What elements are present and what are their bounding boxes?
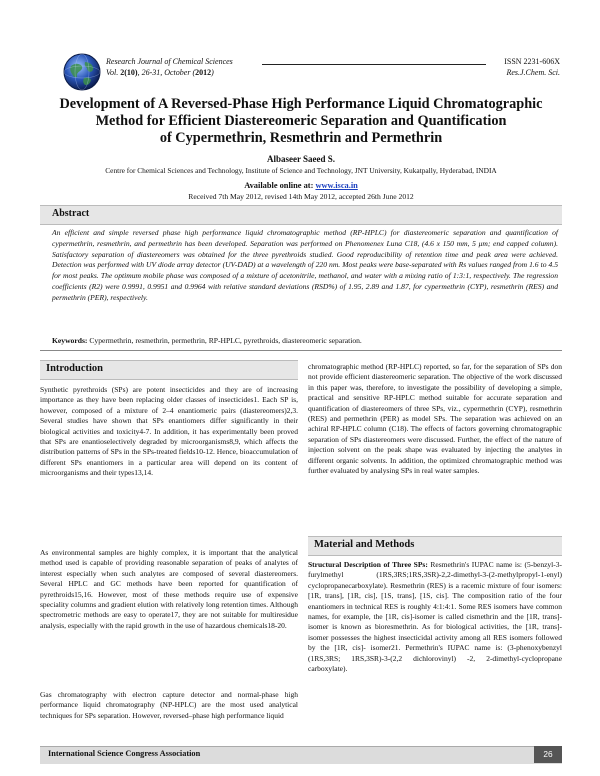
- introduction-heading: Introduction: [46, 363, 103, 374]
- globe-logo-icon: [62, 52, 102, 92]
- issn: ISSN 2231-606X: [504, 57, 560, 66]
- journal-issn-block: [490, 56, 560, 78]
- journal-url-link[interactable]: www.isca.in: [315, 181, 358, 190]
- abstract-heading-bar: [40, 205, 562, 225]
- introduction-paragraph-2: As environmental samples are highly complex, it is important that the analytical method used is capable of providing reasonable separation of peaks of analytes of interest especially when such analytes are composed of several diastereomers. Several HPLC and GC methods have been reported for quantification of pyrethroids15,16. However, most of these methods require use of expensive speciality columns and gradient elution with relatively long retention times. Although spectrometric methods are easy to operate17, they are not suitable for multiresidue analysis, especially with the rapid growth in the use of hazardous chemicals18-20.: [40, 548, 298, 630]
- structural-subheading: Structural Description of Three SPs:: [308, 560, 431, 569]
- footer-organization: International Science Congress Association: [48, 749, 201, 758]
- journal-volume-line: Vol. 2(10), 26-31, October (2012): [106, 68, 214, 77]
- column2-paragraph-1: chromatographic method (RP-HPLC) reported, so far, for the separation of SPs don not provide efficient diastereomeric separation. The objective of the work discussed in this paper was, therefore, to investigate the possibility of developing a simple, practical and sensitive RP-HPLC method suitable for accurate separation and quantification of diastereomers of three SPs, viz., cypermethrin (CYP), resmethrin (RES) and permethrin (PER) as model SPs. The separation was achieved on an achiral RP-HPLC column (C18). The effects of factors governing chromatographic separation of SPs diastereomers were discussed. Further, the effect of the nature of injection solvent on the peak shape was evaluated by injecting the analytes in different organic solvents. In addition, the optimized chromatographic method was further evaluated by analysing SPs in real water samples.: [308, 362, 562, 476]
- abstract-text: An efficient and simple reversed phase high performance liquid chromatographic method (RP-HPLC) for diastereomeric separation and quantification of cypermethrin, resmethrin, and permethrin has been developed. Separation was performed on Phenomenex Luna C18, (4.6 x 150 mm, 5 μm; end capped column). Satisfactory separation of diastereomers was obtained for the three pyrethroids studied. Good reproducibility of retention time and peak area were achieved. Detection was performed with UV diode array detector (UV-DAD) at a wavelength of 220 nm. Most peaks were base-separated with Rs values ranged from 1.6 to 4.5 for most peaks. The optimum mobile phase was composed of a mixture of acetonitrile, methanol, and water with a mixing ratio of 1:3:1, respectively. The regression coefficients (R2) were 0.9991, 0.9951 and 0.9964 with relative standard deviations (RSD%) of 1.95, 2.89 and 1.87, for cypermethrin (CYP), resmethrin (RES) and permethrin (PER), respectively.: [52, 228, 558, 302]
- keywords: Keywords: Cypermethrin, resmethrin, permethrin, RP-HPLC, pyrethroids, diastereomeric separation.: [52, 336, 362, 345]
- journal-header: [106, 56, 233, 78]
- received-dates: Received 7th May 2012, revised 14th May 2012, accepted 26th June 2012: [188, 192, 414, 201]
- introduction-paragraph-3: Gas chromatography with electron capture detector and normal-phase high performance liquid chromatography (NP-HPLC) are the most used analytical techniques for SPs separation. However, reversed–phase high performance liquid: [40, 690, 298, 720]
- affiliation: Centre for Chemical Sciences and Technology, Institute of Science and Technology, JNT University, Kukatpally, Hyderabad, INDIA: [105, 166, 497, 175]
- methods-heading: Material and Methods: [314, 539, 415, 550]
- paper-title: Development of A Reversed-Phase High Performance Liquid Chromatographic Method for Efficient Diastereomeric Separation and Quantification of Cypermethrin, Resmethrin and Permethrin: [59, 96, 543, 146]
- page-number: 26: [534, 746, 562, 763]
- abstract-heading: Abstract: [52, 208, 90, 219]
- journal-short-name: Res.J.Chem. Sci.: [506, 68, 560, 77]
- available-online: Available online at: www.isca.in: [244, 181, 358, 190]
- journal-name: Research Journal of Chemical Sciences: [106, 57, 233, 66]
- author: Albaseer Saeed S.: [266, 154, 336, 164]
- introduction-paragraph-1: Synthetic pyrethroids (SPs) are potent insecticides and they are of increasing importance as they have been replacing older classes of insecticides1. Each SP is, however, composed of a mixture of 2–4 enantiomeric pairs (diastereomers)2,3. Several studies have shown that SPs enantiomers differ significantly in their biological activities and toxicity4-7. In addition, it has experimentally been proved that SPs are enantioselectively degraded by microorganisms8,9, which affects the distribution patterns of SPs in the SPs-treated fields10-12. Hence, bioaccumulation of different SPs enantiomers in a particular area will depend on its content of microorganisms and their types13,14.: [40, 385, 298, 478]
- keywords-rule: [40, 350, 562, 351]
- methods-paragraph: Structural Description of Three SPs: Resmethrin's IUPAC name is: (5-benzyl-3-furylmethyl (1RS,3RS;1RS,3SR)-2,2-dimethyl-3-(2-methylpropyl-1-enyl) cyclopropanecarboxylate). Resmethrin (RES) is a racemic mixture of four isomers: [1R, trans], [1R, cis], [1S, trans], [1S, cis]. The composition ratio of the four enantiomers in technical RES is roughly 4:1:4:1. Some RES isomers have common names, for example, the [1R, cis]-isomer is called cismethrin and the [1R, trans]- isomer is known as bioresmethrin. As for biological activities, the [1R, trans]-isomer possesses the highest insecticidal activity among all RES isomers followed by the [1R, cis]- isomer21. Permethrin's IUPAC name is: (3-phenoxybenzyl (1RS,3RS; 1RS,3SR)-3-(2,2 dichlorovinyl) -2, 2-dimethyl-cyclopropane carboxylate).: [308, 560, 562, 674]
- header-rule: [262, 64, 486, 65]
